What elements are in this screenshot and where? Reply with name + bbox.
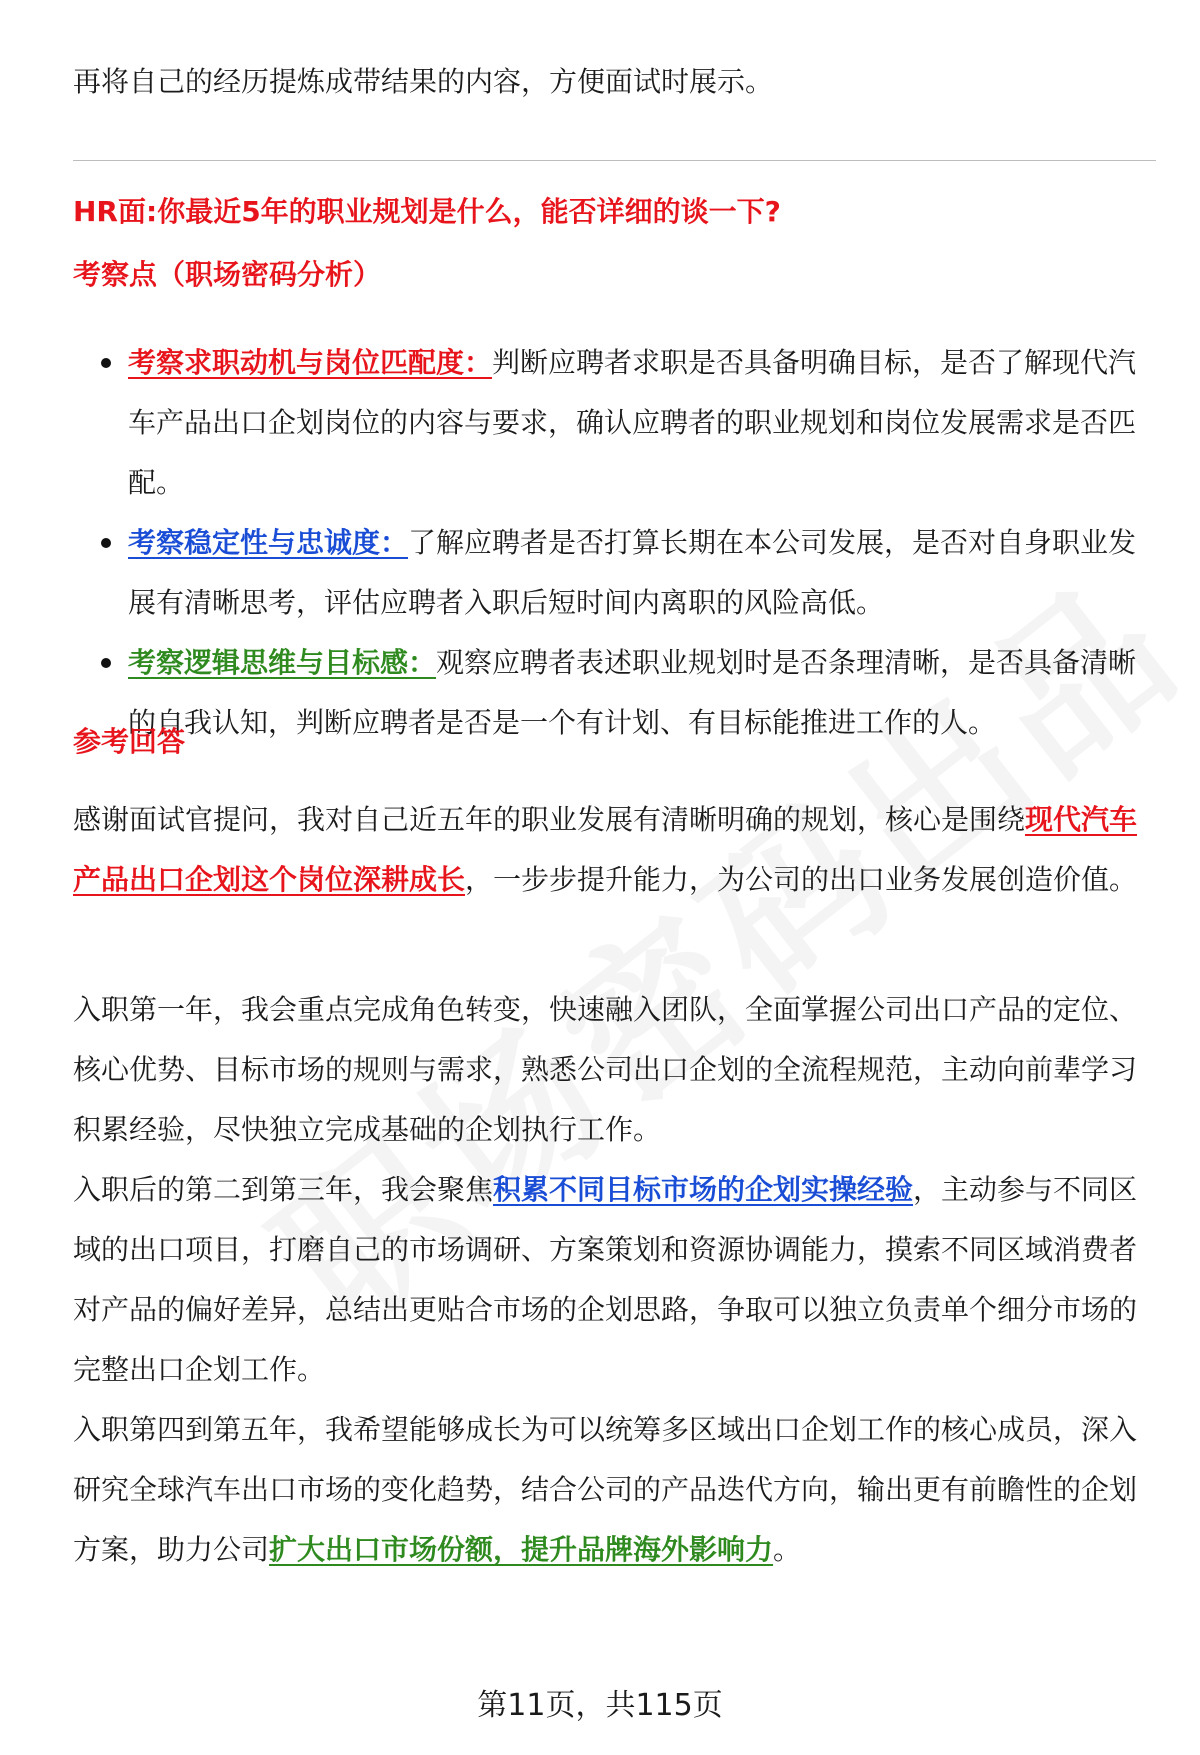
answer-text: 入职后的第二到第三年，我会聚焦 bbox=[73, 1173, 494, 1206]
answer-paragraph-1 bbox=[73, 790, 1153, 910]
answer-paragraph-4 bbox=[73, 1400, 1153, 1580]
answer-text: ，主动参与不同区域的出口项目，打磨自己的市场调研、方案策划和资源协调能力，摸索不同区域消费者对产品的偏好差异，总结出更贴合市场的企划思路，争取可以独立负责单个细分市场的完整出口企划工作。 bbox=[73, 1173, 1138, 1386]
answer-text: 入职第四到第五年，我希望能够成长为可以统筹多区域出口企划工作的核心成员，深入研究全球汽车出口市场的变化趋势，结合公司的产品迭代方向，输出更有前瞻性的企划方案，助力公司 bbox=[73, 1413, 1138, 1566]
question-title: HR面:你最近5年的职业规划是什么，能否详细的谈一下? bbox=[73, 195, 781, 228]
page-number: 第11页，共115页 bbox=[477, 1688, 723, 1723]
answer-text: ，一步步提升能力，为公司的出口业务发展创造价值。 bbox=[465, 863, 1138, 896]
list-item bbox=[73, 633, 1156, 753]
point-label: 考察稳定性与忠诚度： bbox=[128, 526, 409, 559]
answer-text: 。 bbox=[773, 1533, 802, 1566]
point-text: 判断应聘者求职是否具备明确目标，是否了解现代汽车产品出口企划岗位的内容与要求，确认应聘者的职业规划和岗位发展需求是否匹配。 bbox=[128, 346, 1137, 499]
answer-title: 参考回答 bbox=[73, 725, 186, 758]
answer-highlight: 扩大出口市场份额，提升品牌海外影响力 bbox=[269, 1533, 774, 1566]
list-item bbox=[73, 513, 1156, 633]
section-divider bbox=[73, 160, 1156, 161]
point-text: 观察应聘者表述职业规划时是否条理清晰，是否具备清晰的自我认知，判断应聘者是否是一个有计划、有目标能推进工作的人。 bbox=[128, 646, 1137, 739]
point-label: 考察逻辑思维与目标感： bbox=[128, 646, 437, 679]
list-item bbox=[73, 333, 1156, 513]
point-label: 考察求职动机与岗位匹配度： bbox=[128, 346, 493, 379]
intro-text: 再将自己的经历提炼成带结果的内容，方便面试时展示。 bbox=[73, 65, 774, 98]
analysis-title: 考察点（职场密码分析） bbox=[73, 258, 382, 291]
answer-highlight: 积累不同目标市场的企划实操经验 bbox=[493, 1173, 914, 1206]
answer-paragraph-2: 入职第一年，我会重点完成角色转变，快速融入团队，全面掌握公司出口产品的定位、核心优势、目标市场的规则与需求，熟悉公司出口企划的全流程规范，主动向前辈学习积累经验，尽快独立完成基础的企划执行工作。 bbox=[73, 993, 1138, 1146]
answer-text: 感谢面试官提问，我对自己近五年的职业发展有清晰明确的规划，核心是围绕 bbox=[73, 803, 1026, 836]
analysis-points bbox=[73, 333, 1156, 753]
answer-paragraph-3 bbox=[73, 1160, 1153, 1400]
answer-highlight: 现代汽车产品出口企划这个岗位深耕成长 bbox=[73, 803, 1138, 896]
point-text: 了解应聘者是否打算长期在本公司发展，是否对自身职业发展有清晰思考，评估应聘者入职后短时间内离职的风险高低。 bbox=[128, 526, 1137, 619]
